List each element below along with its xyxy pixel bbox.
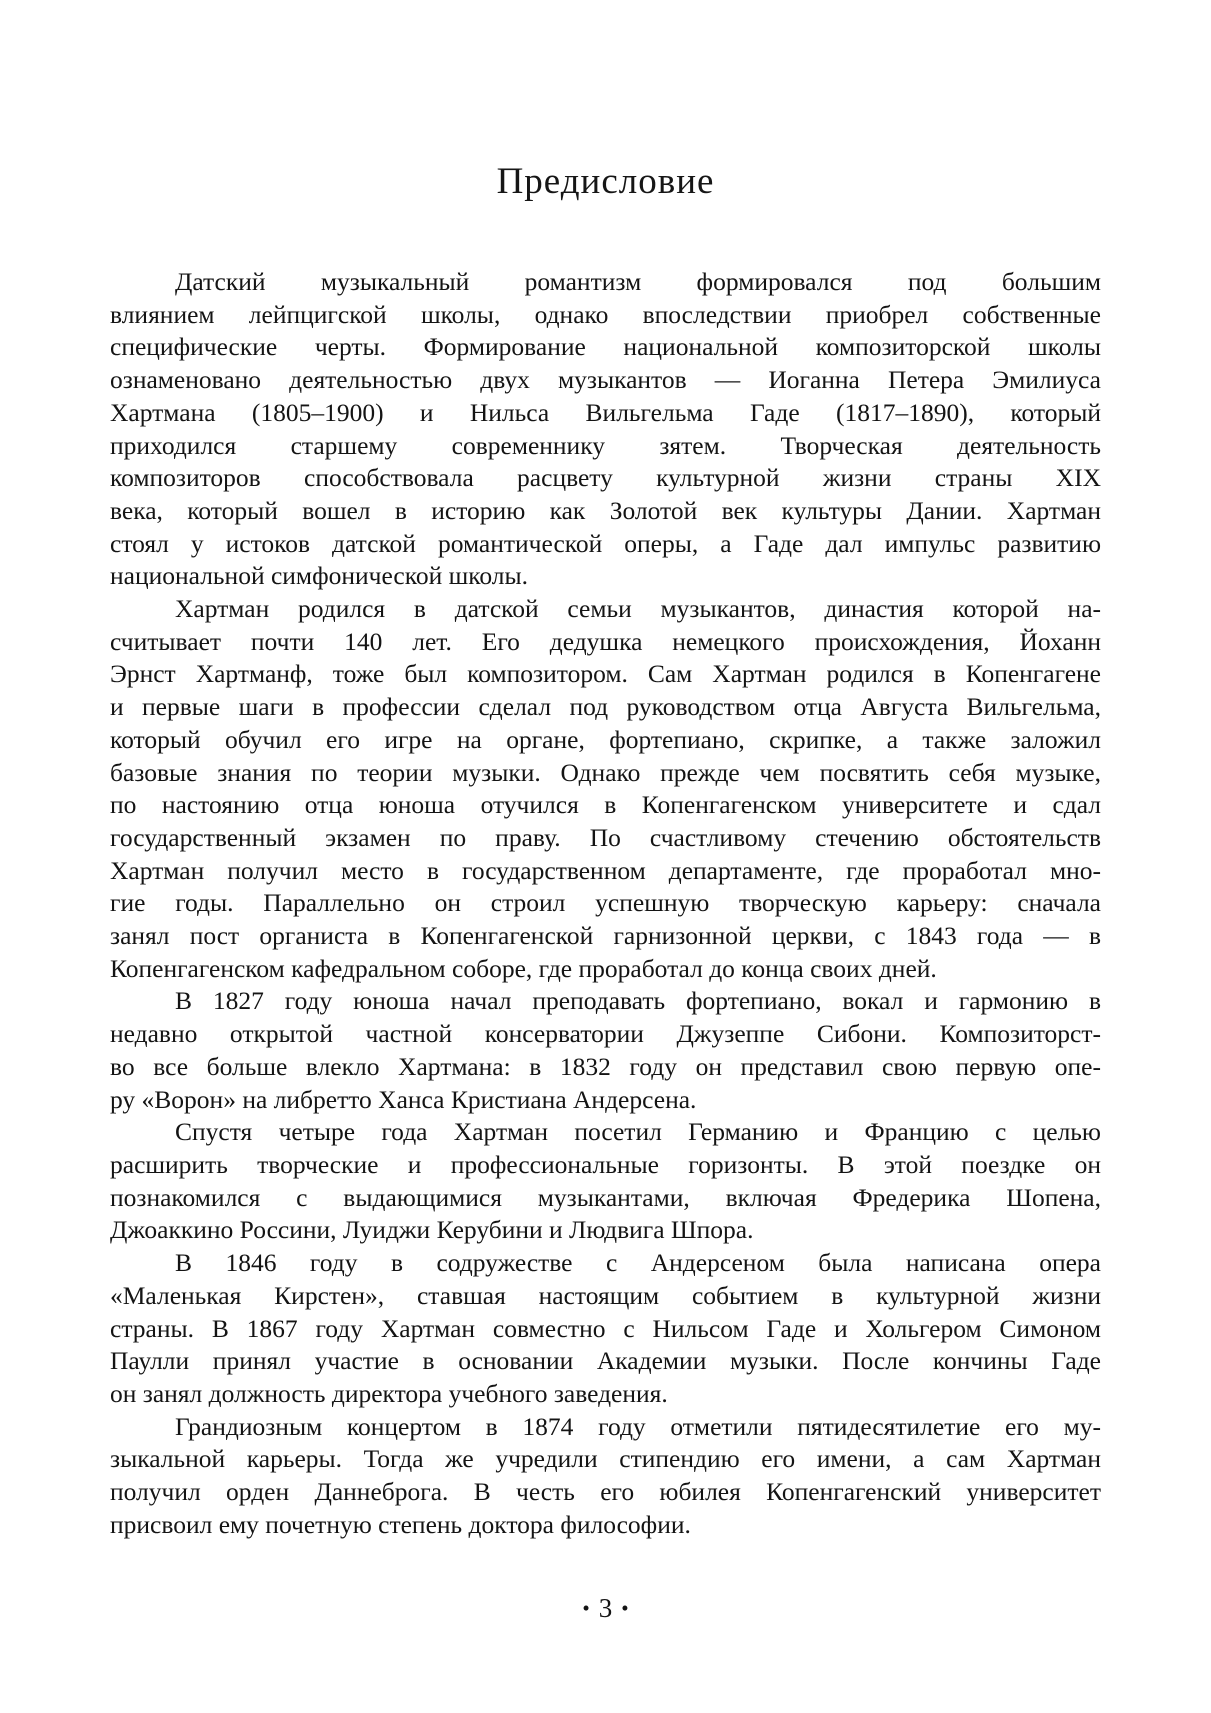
text-line: базовые знания по теории музыки. Однако прежде чем посвятить себя музыке, bbox=[110, 757, 1101, 787]
text-line: он занял должность директора учебного заведения. bbox=[110, 1378, 668, 1408]
paragraph bbox=[110, 1411, 1101, 1542]
paragraph bbox=[110, 1247, 1101, 1411]
text-line: национальной симфонической школы. bbox=[110, 561, 528, 591]
text-line: по настоянию отца юноша отучился в Копенгагенском университете и сдал bbox=[110, 790, 1101, 820]
text-line: стоял у истоков датской романтической оперы, а Гаде дал импульс развитию bbox=[110, 528, 1101, 558]
text-line: Хартман получил место в государственном департаменте, где проработал мно- bbox=[110, 855, 1101, 885]
text-line: специфические черты. Формирование национальной композиторской школы bbox=[110, 332, 1101, 362]
text-line: Копенгагенском кафедральном соборе, где проработал до конца своих дней. bbox=[110, 953, 937, 983]
text-line: Эрнст Хартманф, тоже был композитором. Сам Хартман родился в Копенгагене bbox=[110, 659, 1101, 689]
text-line: Джоаккино Россини, Луиджи Керубини и Людвига Шпора. bbox=[110, 1215, 754, 1245]
text-line: ру «Ворон» на либретто Ханса Кристиана Андерсена. bbox=[110, 1084, 697, 1114]
text-line: В 1846 году в содружестве с Андерсеном была написана опера bbox=[175, 1248, 1101, 1278]
text-line: страны. В 1867 году Хартман совместно с Нильсом Гаде и Хольгером Симоном bbox=[110, 1313, 1101, 1343]
text-line: занял пост органиста в Копенгагенской гарнизонной церкви, с 1843 года — в bbox=[110, 921, 1101, 951]
text-line: Паулли принял участие в основании Академии музыки. После кончины Гаде bbox=[110, 1346, 1101, 1376]
text-line: Спустя четыре года Хартман посетил Германию и Францию с целью bbox=[175, 1117, 1101, 1147]
text-line: государственный экзамен по праву. По счастливому стечению обстоятельств bbox=[110, 822, 1101, 852]
footer-bullet-left: • bbox=[582, 1596, 590, 1620]
text-line: Грандиозным концертом в 1874 году отметили пятидесятилетие его му- bbox=[175, 1411, 1101, 1441]
text-line: зыкальной карьеры. Тогда же учредили стипендию его имени, а сам Хартман bbox=[110, 1444, 1101, 1474]
page-footer bbox=[0, 1593, 1211, 1624]
text-line: расширить творческие и профессиональные горизонты. В этой поездке он bbox=[110, 1149, 1101, 1179]
text-line: и первые шаги в профессии сделал под руководством отца Августа Вильгельма, bbox=[110, 692, 1101, 722]
text-line: познакомился с выдающимися музыкантами, включая Фредерика Шопена, bbox=[110, 1182, 1101, 1212]
footer-bullet-right: • bbox=[621, 1596, 629, 1620]
page-title: Предисловие bbox=[496, 161, 715, 202]
text-line: присвоил ему почетную степень доктора философии. bbox=[110, 1509, 691, 1539]
text-line: композиторов способствовала расцвету культурной жизни страны XIX bbox=[110, 463, 1101, 493]
text-line: недавно открытой частной консерватории Джузеппе Сибони. Композиторст- bbox=[110, 1019, 1101, 1049]
text-line: В 1827 году юноша начал преподавать фортепиано, вокал и гармонию в bbox=[175, 986, 1101, 1016]
text-line: во все больше влекло Хартмана: в 1832 году он представил свою первую опе- bbox=[110, 1051, 1101, 1081]
text-line: Датский музыкальный романтизм формировался под большим bbox=[175, 267, 1101, 296]
text-line: Хартман родился в датской семьи музыкантов, династия которой на- bbox=[175, 594, 1101, 624]
text-line: «Маленькая Кирстен», ставшая настоящим событием в культурной жизни bbox=[110, 1280, 1101, 1310]
text-line: влиянием лейпцигской школы, однако впоследствии приобрел собственные bbox=[110, 299, 1101, 329]
text-line: приходился старшему современнику зятем. Творческая деятельность bbox=[110, 430, 1101, 460]
text-line: Хартмана (1805–1900) и Нильса Вильгельма Гаде (1817–1890), который bbox=[110, 397, 1101, 427]
text-line: получил орден Даннеброга. В честь его юбилея Копенгагенский университет bbox=[110, 1477, 1101, 1507]
text-line: который обучил его игре на органе, фортепиано, скрипке, а также заложил bbox=[110, 724, 1101, 754]
page-number: 3 bbox=[598, 1593, 613, 1623]
text-line: считывает почти 140 лет. Его дедушка немецкого происхождения, Йоханн bbox=[110, 626, 1101, 656]
text-line: ознаменовано деятельностью двух музыкантов — Иоганна Петера Эмилиуса bbox=[110, 365, 1101, 395]
paragraph bbox=[110, 266, 1101, 593]
text-line: века, который вошел в историю как Золотой век культуры Дании. Хартман bbox=[110, 495, 1101, 525]
preface-body bbox=[110, 266, 1101, 1541]
paragraph bbox=[110, 985, 1101, 1116]
paragraph bbox=[110, 593, 1101, 985]
text-line: гие годы. Параллельно он строил успешную творческую карьеру: сначала bbox=[110, 888, 1101, 918]
paragraph bbox=[110, 1116, 1101, 1247]
